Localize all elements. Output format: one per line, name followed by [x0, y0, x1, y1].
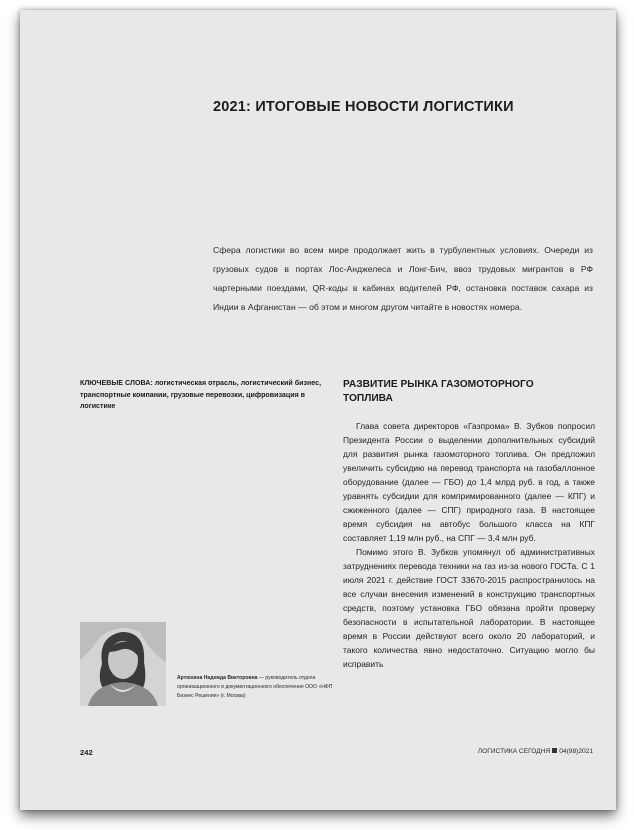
author-caption — [177, 674, 337, 701]
article-paragraph: Помимо этого В. Зубков упомянул об административных затруднениях перевода техники на газ из-за нового ГОСТа. С 1 июля 2021 г. действие ГОСТ 33670-2015 распространилось на все случаи внесения изменений в конструкцию транспортных средств, поэтому установка ГБО обязана пройти проверку безопасности в испытательной лаборатории. В настоящее время в России действуют всего около 20 лабораторий, и такого количества явно недостаточно. Ситуацию могло бы исправить — [343, 547, 595, 669]
lead-paragraph: Сфера логистики во всем мире продолжает жить в турбулентных условиях. Очереди из грузовых судов в портах Лос-Анджелеса и Лонг-Бич, ввоз трудовых мигрантов в РФ чартерными поездами, QR-коды в кабинах водителей РФ, остановка поставок сахара из Индии в Афганистан — об этом и многом другом читайте в новостях номера. — [213, 245, 593, 312]
page-number: 242 — [80, 748, 93, 757]
article-paragraph: Глава совета директоров «Газпрома» В. Зубков попросил Президента России о выделении дополнительных субсидий для развития рынка газомоторного топлива. Он предложил увеличить субсидию на перевод транспорта на газобаллонное оборудование (далее — ГБО) до 1,4 млрд руб. в год, а также уравнять субсидии для компримированного (далее — КПГ) и сжиженного (далее — СПГ) природного газа. В настоящее время субсидия на автобус большого класса на КПГ составляет 1,19 млн руб., на СПГ — 3,4 млн руб. — [343, 421, 595, 543]
author-portrait-image — [80, 622, 166, 706]
journal-footer — [478, 748, 593, 755]
page-title: 2021: ИТОГОВЫЕ НОВОСТИ ЛОГИСТИКИ — [213, 99, 514, 115]
author-description: — руководитель отдела организационного и документационного обеспечения ООО «НФП Бизнес Решения» (г. Москва) — [177, 675, 333, 699]
issue-number: 04(98)2021 — [559, 748, 593, 755]
author-photo — [80, 622, 166, 706]
keywords-block — [80, 378, 332, 413]
journal-name: ЛОГИСТИКА СЕГОДНЯ — [477, 748, 551, 755]
keywords-label: КЛЮЧЕВЫЕ СЛОВА: — [80, 379, 153, 387]
article-body — [343, 419, 595, 671]
magazine-page — [20, 10, 616, 810]
author-name: Артюхина Надежда Викторовна — [177, 675, 258, 681]
square-separator-icon — [552, 748, 557, 753]
keywords-text: логистическая отрасль, логистический бизнес, транспортные компании, грузовые перевозки, цифровизация в логистике — [80, 379, 322, 411]
section-title: РАЗВИТИЕ РЫНКА ГАЗОМОТОРНОГО ТОПЛИВА — [343, 379, 534, 404]
